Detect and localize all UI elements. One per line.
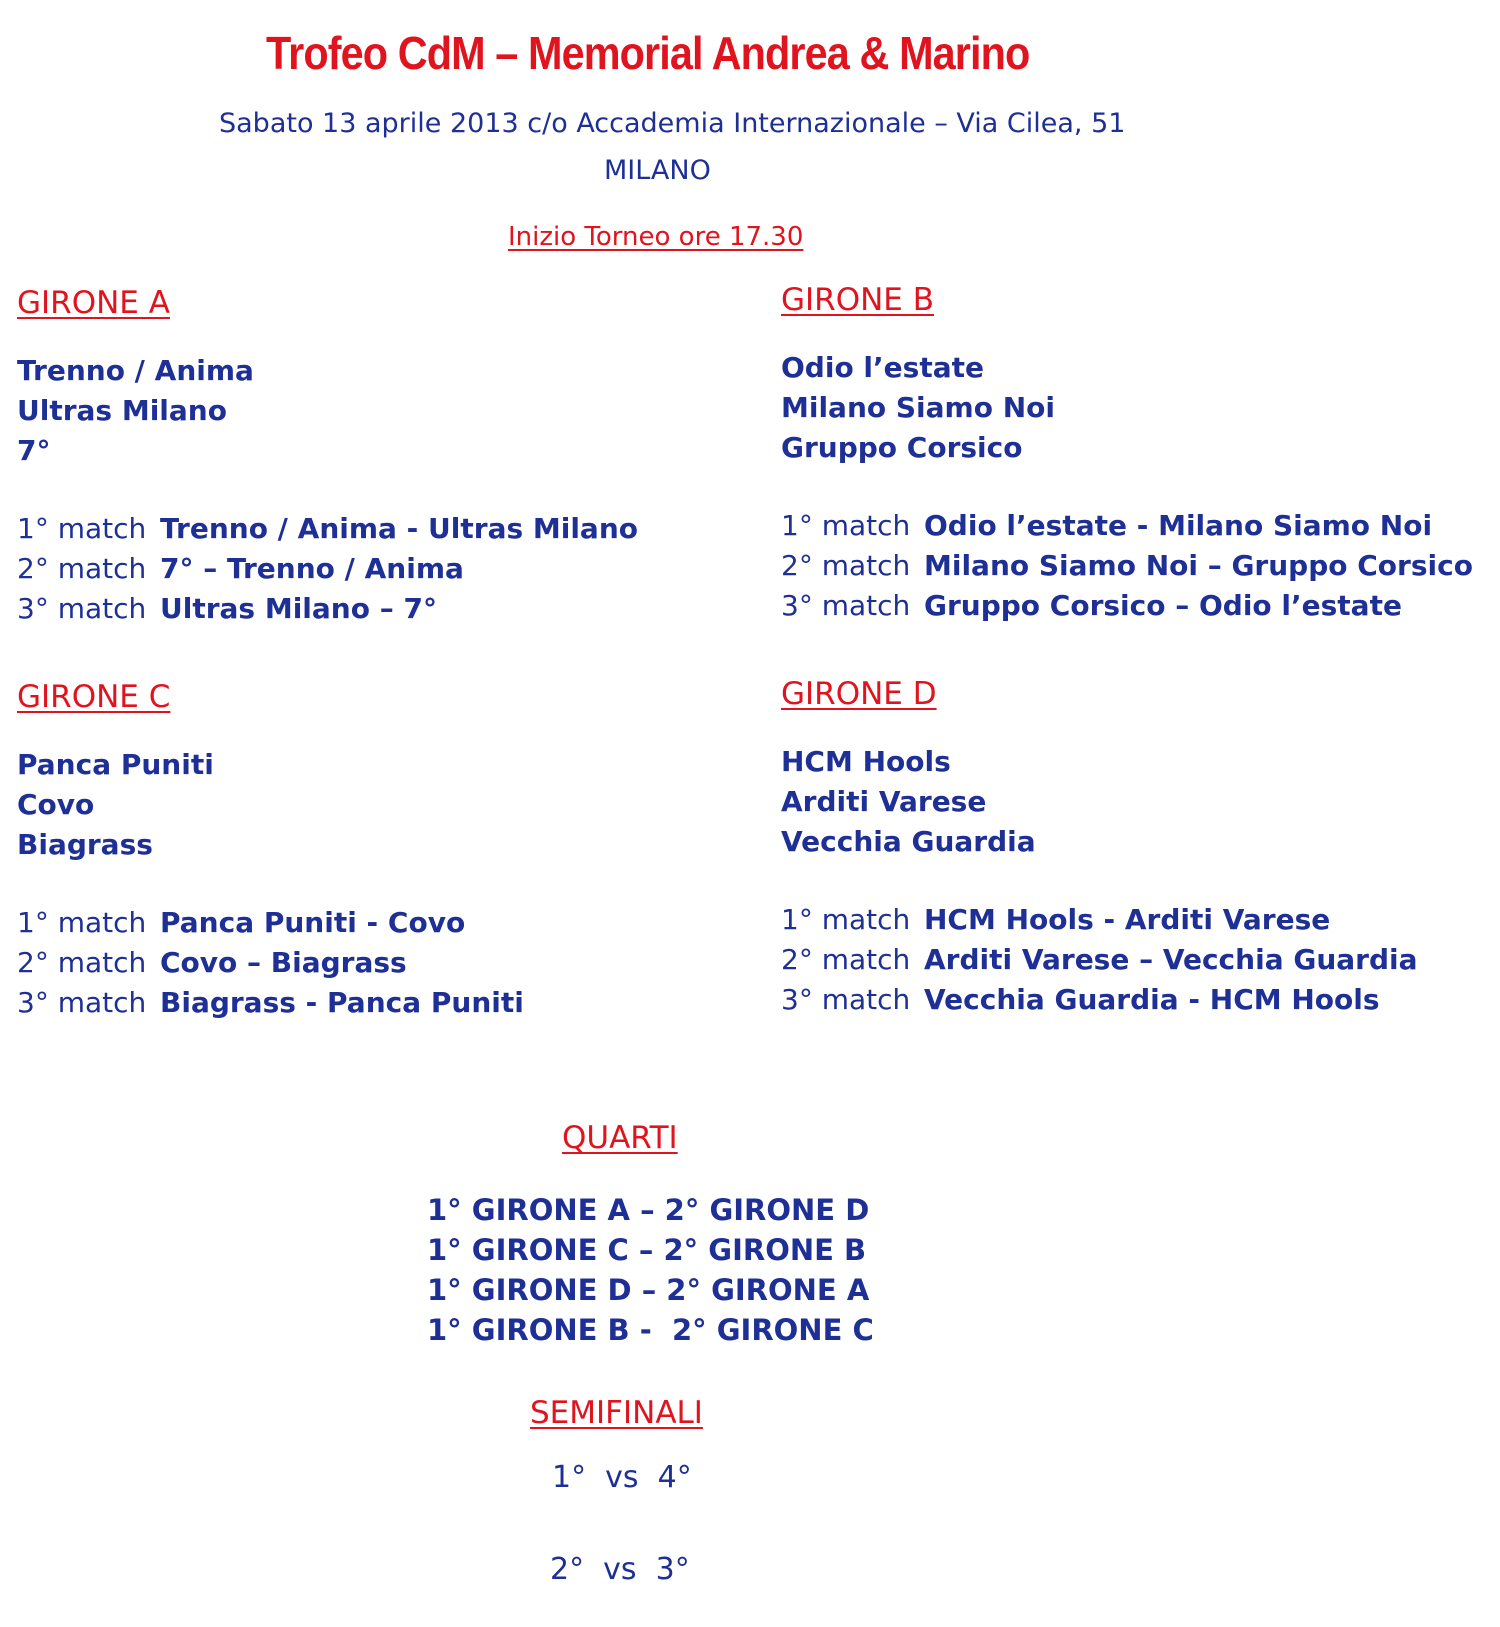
start-time: Inizio Torneo ore 17.30: [508, 222, 804, 252]
match-row: [17, 589, 638, 629]
team: Panca Puniti: [17, 748, 214, 781]
match-teams: Arditi Varese – Vecchia Guardia: [924, 943, 1418, 976]
group-a-title: GIRONE A: [17, 285, 170, 321]
match-teams: HCM Hools - Arditi Varese: [924, 903, 1331, 936]
match-label: 1° match: [781, 509, 911, 542]
match-label: 1° match: [17, 512, 147, 545]
semifinali-title: SEMIFINALI: [530, 1395, 703, 1431]
team: Arditi Varese: [781, 785, 987, 818]
group-d-title: GIRONE D: [781, 676, 937, 712]
city: MILANO: [604, 155, 711, 186]
match-row: [17, 943, 524, 983]
match-row: [17, 903, 524, 943]
group-b: [781, 282, 1473, 626]
group-c-title: GIRONE C: [17, 679, 171, 715]
group-d: [781, 676, 1418, 1020]
match-row: [781, 900, 1418, 940]
match-teams: Gruppo Corsico – Odio l’estate: [924, 589, 1402, 622]
match-teams: Biagrass - Panca Puniti: [160, 986, 524, 1019]
match-row: [17, 549, 638, 589]
match-label: 1° match: [17, 906, 147, 939]
quarter-final: 1° GIRONE C – 2° GIRONE B: [427, 1233, 867, 1267]
match-teams: Vecchia Guardia - HCM Hools: [924, 983, 1380, 1016]
semi-final: 2° vs 3°: [550, 1552, 690, 1587]
match-label: 3° match: [17, 986, 147, 1019]
match-teams: Milano Siamo Noi – Gruppo Corsico: [924, 549, 1473, 582]
match-label: 3° match: [17, 592, 147, 625]
team: 7°: [17, 434, 51, 467]
team: Milano Siamo Noi: [781, 391, 1055, 424]
match-label: 2° match: [781, 549, 911, 582]
quarter-final: 1° GIRONE B - 2° GIRONE C: [427, 1313, 874, 1347]
event-details: Sabato 13 aprile 2013 c/o Accademia Internazionale – Via Cilea, 51: [219, 108, 1126, 139]
team: Trenno / Anima: [17, 354, 254, 387]
team: Odio l’estate: [781, 351, 984, 384]
team: Ultras Milano: [17, 394, 227, 427]
match-label: 3° match: [781, 589, 911, 622]
match-teams: Odio l’estate - Milano Siamo Noi: [924, 509, 1433, 542]
match-label: 2° match: [17, 946, 147, 979]
quarti-list: [427, 1190, 874, 1350]
semi-final: 1° vs 4°: [552, 1460, 692, 1495]
match-label: 1° match: [781, 903, 911, 936]
match-label: 2° match: [17, 552, 147, 585]
match-row: [781, 586, 1473, 626]
match-row: [781, 546, 1473, 586]
team: Vecchia Guardia: [781, 825, 1036, 858]
group-a: [17, 285, 638, 629]
match-row: [781, 980, 1418, 1020]
match-teams: 7° – Trenno / Anima: [160, 552, 464, 585]
match-teams: Covo – Biagrass: [160, 946, 407, 979]
quarter-final: 1° GIRONE A – 2° GIRONE D: [427, 1193, 870, 1227]
tournament-title: Trofeo CdM – Memorial Andrea & Marino: [266, 27, 1030, 79]
match-label: 3° match: [781, 983, 911, 1016]
team: HCM Hools: [781, 745, 951, 778]
match-row: [17, 509, 638, 549]
match-teams: Trenno / Anima - Ultras Milano: [160, 512, 638, 545]
group-c: [17, 679, 524, 1023]
quarti-title: QUARTI: [562, 1120, 678, 1156]
match-teams: Ultras Milano – 7°: [160, 592, 437, 625]
team: Biagrass: [17, 828, 153, 861]
team: Covo: [17, 788, 95, 821]
match-row: [781, 506, 1473, 546]
match-row: [781, 940, 1418, 980]
match-teams: Panca Puniti - Covo: [160, 906, 466, 939]
team: Gruppo Corsico: [781, 431, 1023, 464]
match-row: [17, 983, 524, 1023]
quarter-final: 1° GIRONE D – 2° GIRONE A: [427, 1273, 870, 1307]
group-b-title: GIRONE B: [781, 282, 935, 318]
match-label: 2° match: [781, 943, 911, 976]
